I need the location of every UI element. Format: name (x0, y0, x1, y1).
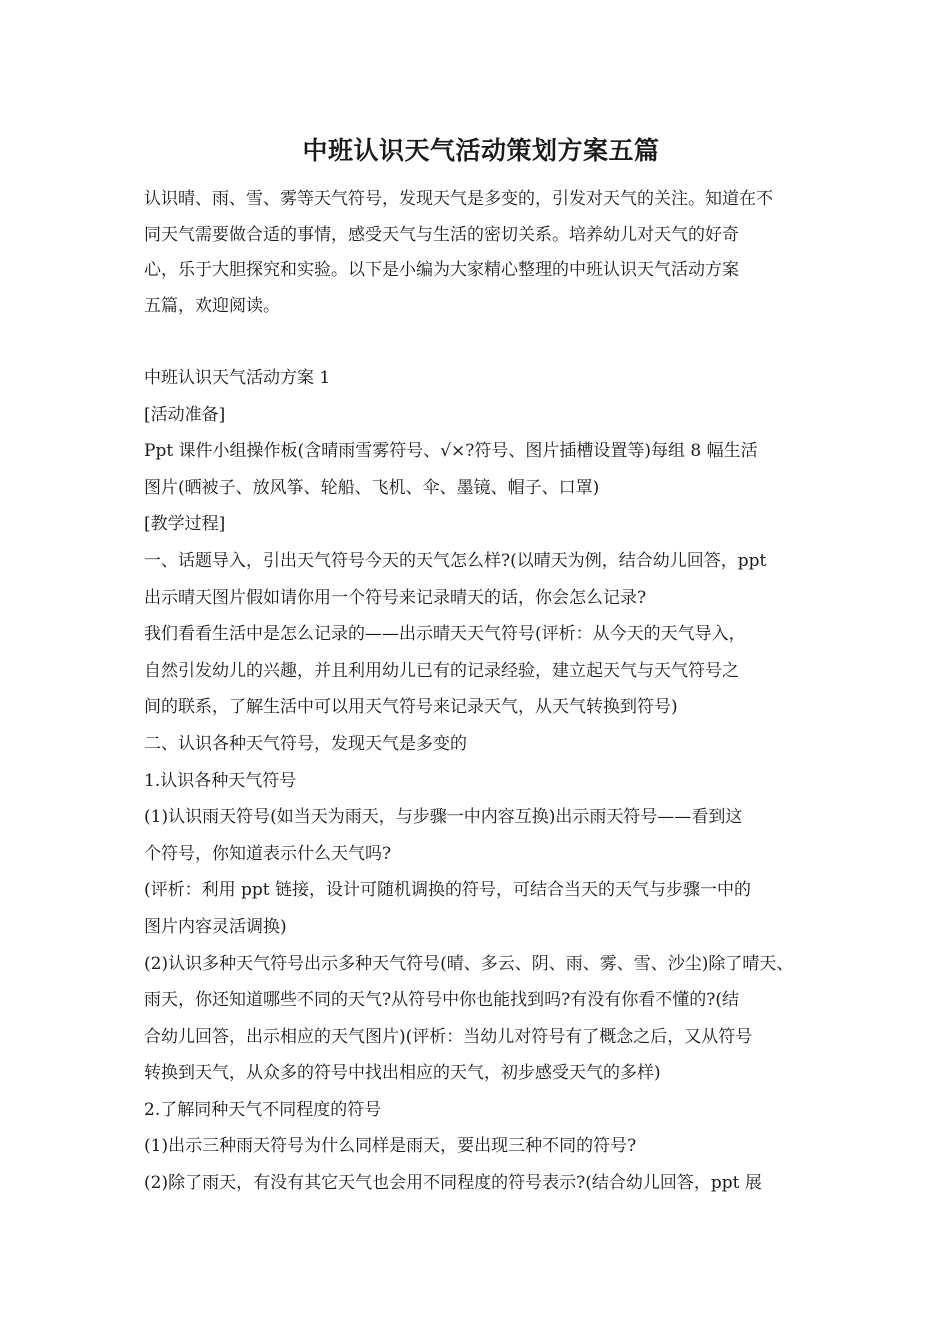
body-line: 合幼儿回答，出示相应的天气图片)(评析：当幼儿对符号有了概念之后，又从符号 (144, 1026, 753, 1047)
body-line: 一、话题导入，引出天气符号今天的天气怎么样?(以晴天为例，结合幼儿回答，ppt (144, 550, 767, 571)
body-line: 自然引发幼儿的兴趣，并且利用幼儿已有的记录经验，建立起天气与天气符号之 (144, 660, 739, 681)
body-line: (2)认识多种天气符号出示多种天气符号(晴、多云、阴、雨、雾、雪、沙尘)除了晴天、 (144, 953, 794, 974)
body-line: 个符号，你知道表示什么天气吗? (144, 843, 392, 864)
body-line: (评析：利用 ppt 链接，设计可随机调换的符号，可结合当天的天气与步骤一中的 (144, 880, 752, 901)
body-line: 我们看看生活中是怎么记录的——出示晴天天气符号(评析：从今天的天气导入， (144, 624, 746, 645)
body-line: 间的联系，了解生活中可以用天气符号来记录天气，从天气转换到符号) (144, 697, 678, 718)
body-section (144, 360, 818, 1202)
body-line: 图片(晒被子、放风筝、轮船、飞机、伞、墨镜、帽子、口罩) (144, 477, 600, 498)
body-line: 出示晴天图片假如请你用一个符号来记录晴天的话，你会怎么记录? (144, 587, 647, 608)
body-line: 二、认识各种天气符号，发现天气是多变的 (144, 733, 467, 754)
subheading-process: [教学过程] (144, 514, 226, 535)
intro-line: 同天气需要做合适的事情，感受天气与生活的密切关系。培养幼儿对天气的好奇 (144, 224, 739, 245)
intro-line: 认识晴、雨、雪、雾等天气符号，发现天气是多变的，引发对天气的关注。知道在不 (144, 189, 773, 209)
body-line: 1.认识各种天气符号 (144, 770, 297, 791)
body-line: 雨天，你还知道哪些不同的天气?从符号中你也能找到吗?有没有你看不懂的?(结 (144, 990, 739, 1011)
body-line: (1)认识雨天符号(如当天为雨天，与步骤一中内容互换)出示雨天符号——看到这 (144, 807, 743, 828)
body-line: 图片内容灵活调换) (144, 916, 287, 937)
intro-line: 心，乐于大胆探究和实验。以下是小编为大家精心整理的中班认识天气活动方案 (144, 260, 739, 280)
body-line: Ppt 课件小组操作板(含晴雨雪雾符号、√×?符号、图片插槽设置等)每组 8 幅生活 (144, 441, 758, 462)
document-page (144, 128, 818, 1202)
intro-line: 五篇，欢迎阅读。 (144, 295, 280, 316)
body-line: (1)出示三种雨天符号为什么同样是雨天，要出现三种不同的符号? (144, 1136, 637, 1157)
body-line: (2)除了雨天，有没有其它天气也会用不同程度的符号表示?(结合幼儿回答，ppt 展 (144, 1173, 762, 1194)
section-heading: 中班认识天气活动方案 1 (144, 368, 331, 388)
document-title: 中班认识天气活动策划方案五篇 (302, 136, 660, 165)
body-line: 转换到天气，从众多的符号中找出相应的天气，初步感受天气的多样) (144, 1063, 661, 1084)
body-line: 2.了解同种天气不同程度的符号 (144, 1099, 382, 1120)
intro-paragraph (144, 182, 818, 324)
paragraph-spacer (144, 324, 818, 360)
subheading-preparation: [活动准备] (144, 404, 226, 425)
